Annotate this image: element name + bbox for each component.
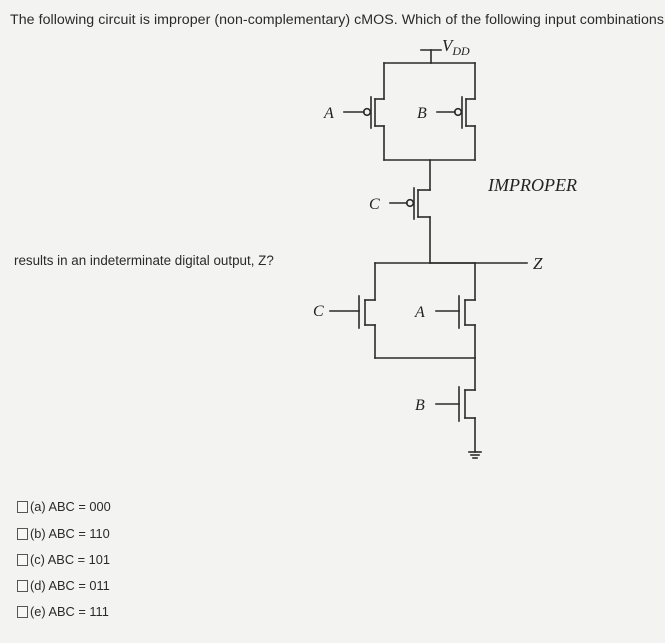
option-b[interactable] — [17, 526, 110, 541]
option-label: (e) ABC = 111 — [30, 604, 109, 619]
question-text-line1: The following circuit is improper (non-complementary) cMOS. Which of the following input combinations — [10, 12, 664, 28]
nmos-b-gate-label: B — [415, 397, 425, 414]
nmos-c-transistor — [330, 263, 375, 358]
pmos-a-gate-label: A — [324, 105, 334, 122]
question-text-line2: results in an indeterminate digital output, Z? — [14, 253, 274, 268]
nmos-a-gate-label: A — [415, 304, 425, 321]
pmos-a-transistor — [344, 63, 384, 160]
pmos-b-transistor — [437, 63, 475, 160]
vdd-label: $V_{DD}$ — [442, 36, 470, 58]
option-label: (c) ABC = 101 — [30, 552, 111, 567]
improper-label: IMPROPER — [488, 175, 577, 195]
nmos-a-transistor — [436, 263, 475, 358]
option-c[interactable] — [17, 552, 110, 567]
checkbox[interactable] — [17, 554, 28, 566]
nmos-c-gate-label: C — [313, 303, 324, 320]
option-label: (a) ABC = 000 — [30, 499, 111, 514]
option-d[interactable] — [17, 578, 110, 593]
output-z-label: Z — [533, 254, 543, 273]
option-e[interactable] — [17, 604, 109, 619]
checkbox[interactable] — [17, 580, 28, 592]
checkbox[interactable] — [17, 501, 28, 513]
option-a[interactable] — [17, 499, 111, 514]
checkbox[interactable] — [17, 528, 28, 540]
option-label: (b) ABC = 110 — [30, 526, 110, 541]
pmos-b-gate-label: B — [417, 105, 427, 122]
pmos-c-transistor — [390, 188, 430, 263]
checkbox[interactable] — [17, 606, 28, 618]
nmos-b-transistor — [436, 387, 475, 452]
pmos-c-gate-label: C — [369, 196, 380, 213]
option-label: (d) ABC = 011 — [30, 578, 110, 593]
